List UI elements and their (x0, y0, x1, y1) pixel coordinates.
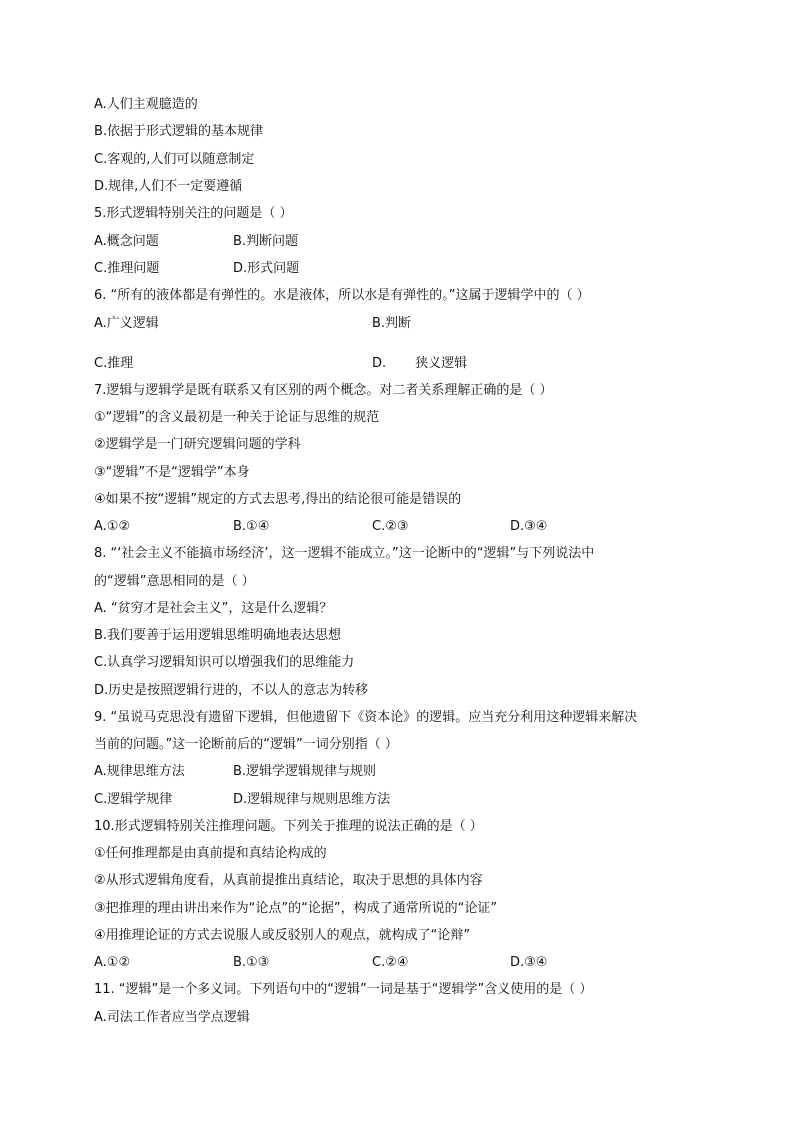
question-9-stem-line-1: 9. “虽说马克思没有遗留下逻辑，但他遗留下《资本论》的逻辑。应当充分利用这种逻辑来解决 (94, 710, 638, 725)
q6-option-d: D. 狭义逻辑 (372, 356, 468, 371)
q9-option-d: D.逻辑规律与规则思维方法 (233, 792, 391, 807)
q7-statement-3: ③“逻辑”不是“逻辑学”本身 (94, 465, 250, 480)
q7-option-a: A.①② (94, 519, 131, 534)
question-10-stem: 10.形式逻辑特别关注推理问题。下列关于推理的说法正确的是（ ） (94, 819, 483, 834)
option-b: B.依据于形式逻辑的基本规律 (94, 124, 264, 139)
q9-option-a: A.规律思维方法 (94, 764, 185, 779)
q5-option-d: D.形式问题 (233, 261, 300, 276)
q10-option-d: D.③④ (510, 955, 548, 970)
q10-option-b: B.①③ (233, 955, 270, 970)
q9-option-c: C.逻辑学规律 (94, 792, 173, 807)
q8-option-a: A. “贫穷才是社会主义”，这是什么逻辑？ (94, 601, 333, 616)
question-7-stem: 7.逻辑与逻辑学是既有联系又有区别的两个概念。对二者关系理解正确的是（ ） (94, 383, 553, 398)
q8-option-c: C.认真学习逻辑知识可以增强我们的思维能力 (94, 655, 355, 670)
question-8-stem-line-2: 的“逻辑”意思相同的是（ ） (94, 574, 255, 589)
q10-statement-4: ④用推理论证的方式去说服人或反驳别人的观点，就构成了“论辩” (94, 928, 471, 943)
q7-statement-4: ④如果不按“逻辑”规定的方式去思考,得出的结论很可能是错误的 (94, 492, 462, 507)
q8-option-b: B.我们要善于运用逻辑思维明确地表达思想 (94, 628, 342, 643)
question-11-stem: 11. “逻辑”是一个多义词。下列语句中的“逻辑”一词是基于“逻辑学”含义使用的是（ ） (94, 982, 593, 997)
q5-option-b: B.判断问题 (233, 234, 299, 249)
q8-option-d: D.历史是按照逻辑行进的，不以人的意志为转移 (94, 683, 369, 698)
question-8-stem-line-1: 8. “‘社会主义不能搞市场经济’，这一逻辑不能成立。”这一论断中的“逻辑”与下列说法中 (94, 546, 595, 561)
q7-statement-1: ①“逻辑”的含义最初是一种关于论证与思维的规范 (94, 410, 380, 425)
q6-option-a: A.广义逻辑 (94, 316, 159, 331)
q7-option-b: B.①④ (233, 519, 270, 534)
q10-statement-3: ③把推理的理由讲出来作为“论点”的“论据”，构成了通常所说的“论证” (94, 901, 498, 916)
q10-option-c: C.②④ (372, 955, 409, 970)
q6-option-c: C.推理 (94, 356, 134, 371)
q10-option-a: A.①② (94, 955, 131, 970)
question-5-stem: 5.形式逻辑特别关注的问题是（ ） (94, 206, 293, 221)
option-c: C.客观的,人们可以随意制定 (94, 152, 255, 167)
q10-statement-2: ②从形式逻辑角度看，从真前提推出真结论，取决于思想的具体内容 (94, 873, 483, 888)
option-a: A.人们主观臆造的 (94, 97, 198, 112)
q7-statement-2: ②逻辑学是一门研究逻辑问题的学科 (94, 437, 301, 452)
q10-statement-1: ①任何推理都是由真前提和真结论构成的 (94, 846, 327, 861)
question-9-stem-line-2: 当前的问题。”这一论断前后的“逻辑”一词分别指（ ） (94, 737, 398, 752)
option-d: D.规律,人们不一定要遵循 (94, 179, 243, 194)
q7-option-d: D.③④ (510, 519, 548, 534)
q6-option-b: B.判断 (372, 316, 412, 331)
q5-option-a: A.概念问题 (94, 234, 159, 249)
q9-option-b: B.逻辑学逻辑规律与规则 (233, 764, 377, 779)
q11-option-a: A.司法工作者应当学点逻辑 (94, 1010, 250, 1025)
question-6-stem: 6. “所有的液体都是有弹性的。水是液体，所以水是有弹性的。”这属于逻辑学中的（ ） (94, 288, 590, 303)
q5-option-c: C.推理问题 (94, 261, 160, 276)
q7-option-c: C.②③ (372, 519, 409, 534)
